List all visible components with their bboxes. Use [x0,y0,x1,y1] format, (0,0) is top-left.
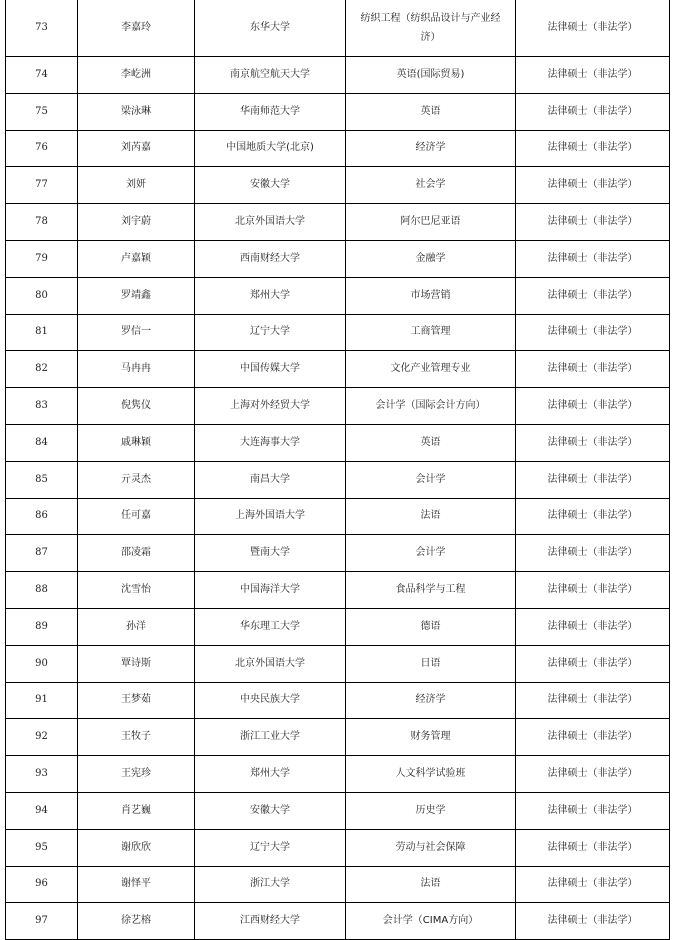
cell-name: 倪隽仪 [78,388,195,425]
table-row [6,277,670,314]
table-row [6,903,670,940]
cell-number: 82 [6,351,78,388]
cell-major: 人文科学试验班 [346,756,516,793]
cell-major: 市场营销 [346,277,516,314]
table-row [6,240,670,277]
cell-name: 梁泳琳 [78,93,195,130]
cell-program: 法律硕士（非法学） [516,424,670,461]
cell-name: 谢怿平 [78,866,195,903]
cell-school: 上海外国语大学 [195,498,346,535]
cell-name: 刘宇蔚 [78,204,195,241]
cell-name: 孙洋 [78,608,195,645]
table-row [6,314,670,351]
cell-name: 任可嘉 [78,498,195,535]
cell-program: 法律硕士（非法学） [516,0,670,57]
cell-school: 上海对外经贸大学 [195,388,346,425]
cell-name: 刘芮嘉 [78,130,195,167]
cell-major: 经济学 [346,130,516,167]
cell-name: 谢欣欣 [78,829,195,866]
cell-program: 法律硕士（非法学） [516,498,670,535]
cell-major: 纺织工程（纺织品设计与产业经济） [346,0,516,57]
table-row [6,719,670,756]
cell-major: 日语 [346,645,516,682]
cell-major: 食品科学与工程 [346,572,516,609]
cell-major: 文化产业管理专业 [346,351,516,388]
cell-school: 江西财经大学 [195,903,346,940]
table-body [6,0,670,940]
cell-program: 法律硕士（非法学） [516,719,670,756]
cell-major: 德语 [346,608,516,645]
cell-major: 会计学（CIMA方向） [346,903,516,940]
cell-number: 96 [6,866,78,903]
cell-name: 王梦茹 [78,682,195,719]
cell-program: 法律硕士（非法学） [516,866,670,903]
cell-program: 法律硕士（非法学） [516,57,670,94]
cell-program: 法律硕士（非法学） [516,240,670,277]
table-row [6,388,670,425]
cell-number: 81 [6,314,78,351]
cell-number: 95 [6,829,78,866]
cell-number: 86 [6,498,78,535]
cell-major: 会计学（国际会计方向） [346,388,516,425]
cell-name: 罗信一 [78,314,195,351]
cell-program: 法律硕士（非法学） [516,792,670,829]
cell-school: 华东理工大学 [195,608,346,645]
cell-major: 英语 [346,424,516,461]
cell-school: 中国传媒大学 [195,351,346,388]
cell-name: 肖艺巍 [78,792,195,829]
table-row [6,0,670,57]
cell-name: 李嘉玲 [78,0,195,57]
table-row [6,645,670,682]
table-row [6,792,670,829]
cell-name: 戚琳颖 [78,424,195,461]
cell-name: 刘妍 [78,167,195,204]
cell-number: 92 [6,719,78,756]
table-row [6,608,670,645]
table-row [6,829,670,866]
cell-major: 经济学 [346,682,516,719]
cell-name: 徐艺榕 [78,903,195,940]
cell-name: 亓灵杰 [78,461,195,498]
cell-number: 94 [6,792,78,829]
cell-program: 法律硕士（非法学） [516,903,670,940]
cell-number: 75 [6,93,78,130]
table-row [6,57,670,94]
table-row [6,130,670,167]
cell-school: 安徽大学 [195,167,346,204]
table-row [6,756,670,793]
table-row [6,424,670,461]
cell-program: 法律硕士（非法学） [516,167,670,204]
cell-school: 辽宁大学 [195,829,346,866]
cell-major: 会计学 [346,535,516,572]
cell-program: 法律硕士（非法学） [516,388,670,425]
cell-school: 安徽大学 [195,792,346,829]
cell-program: 法律硕士（非法学） [516,351,670,388]
cell-number: 77 [6,167,78,204]
cell-name: 王宪珍 [78,756,195,793]
cell-program: 法律硕士（非法学） [516,314,670,351]
cell-school: 大连海事大学 [195,424,346,461]
cell-name: 沈雪怡 [78,572,195,609]
cell-major: 会计学 [346,461,516,498]
cell-major: 社会学 [346,167,516,204]
cell-school: 东华大学 [195,0,346,57]
cell-program: 法律硕士（非法学） [516,93,670,130]
cell-number: 76 [6,130,78,167]
cell-number: 78 [6,204,78,241]
cell-name: 罗靖鑫 [78,277,195,314]
table-row [6,204,670,241]
cell-name: 邵凌霜 [78,535,195,572]
cell-number: 80 [6,277,78,314]
table-row [6,93,670,130]
cell-program: 法律硕士（非法学） [516,572,670,609]
cell-major: 劳动与社会保障 [346,829,516,866]
table-row [6,572,670,609]
cell-school: 浙江大学 [195,866,346,903]
cell-program: 法律硕士（非法学） [516,608,670,645]
cell-school: 北京外国语大学 [195,645,346,682]
cell-name: 卢嘉颖 [78,240,195,277]
cell-school: 中国海洋大学 [195,572,346,609]
cell-program: 法律硕士（非法学） [516,756,670,793]
cell-school: 郑州大学 [195,277,346,314]
cell-school: 西南财经大学 [195,240,346,277]
cell-number: 93 [6,756,78,793]
cell-number: 84 [6,424,78,461]
cell-program: 法律硕士（非法学） [516,645,670,682]
table-row [6,535,670,572]
cell-name: 李屹洲 [78,57,195,94]
cell-school: 辽宁大学 [195,314,346,351]
cell-major: 英语 [346,93,516,130]
cell-program: 法律硕士（非法学） [516,682,670,719]
cell-major: 阿尔巴尼亚语 [346,204,516,241]
cell-number: 83 [6,388,78,425]
cell-number: 79 [6,240,78,277]
cell-school: 郑州大学 [195,756,346,793]
table-row [6,351,670,388]
cell-school: 中央民族大学 [195,682,346,719]
cell-number: 88 [6,572,78,609]
table-row [6,167,670,204]
cell-name: 王牧子 [78,719,195,756]
cell-school: 中国地质大学(北京) [195,130,346,167]
cell-major: 法语 [346,498,516,535]
cell-program: 法律硕士（非法学） [516,204,670,241]
cell-school: 南京航空航天大学 [195,57,346,94]
cell-number: 97 [6,903,78,940]
cell-major: 英语(国际贸易) [346,57,516,94]
cell-major: 工商管理 [346,314,516,351]
cell-program: 法律硕士（非法学） [516,535,670,572]
cell-number: 87 [6,535,78,572]
cell-major: 历史学 [346,792,516,829]
cell-program: 法律硕士（非法学） [516,130,670,167]
cell-major: 金融学 [346,240,516,277]
cell-major: 财务管理 [346,719,516,756]
cell-number: 73 [6,0,78,57]
table-row [6,461,670,498]
cell-program: 法律硕士（非法学） [516,461,670,498]
cell-program: 法律硕士（非法学） [516,277,670,314]
cell-number: 74 [6,57,78,94]
table-row [6,682,670,719]
cell-number: 91 [6,682,78,719]
cell-school: 浙江工业大学 [195,719,346,756]
cell-name: 马冉冉 [78,351,195,388]
table-row [6,866,670,903]
cell-name: 覃诗斯 [78,645,195,682]
cell-program: 法律硕士（非法学） [516,829,670,866]
cell-number: 89 [6,608,78,645]
cell-school: 暨南大学 [195,535,346,572]
cell-school: 华南师范大学 [195,93,346,130]
cell-number: 90 [6,645,78,682]
cell-number: 85 [6,461,78,498]
admission-list-table [5,0,670,940]
cell-school: 北京外国语大学 [195,204,346,241]
table-row [6,498,670,535]
cell-major: 法语 [346,866,516,903]
cell-school: 南昌大学 [195,461,346,498]
